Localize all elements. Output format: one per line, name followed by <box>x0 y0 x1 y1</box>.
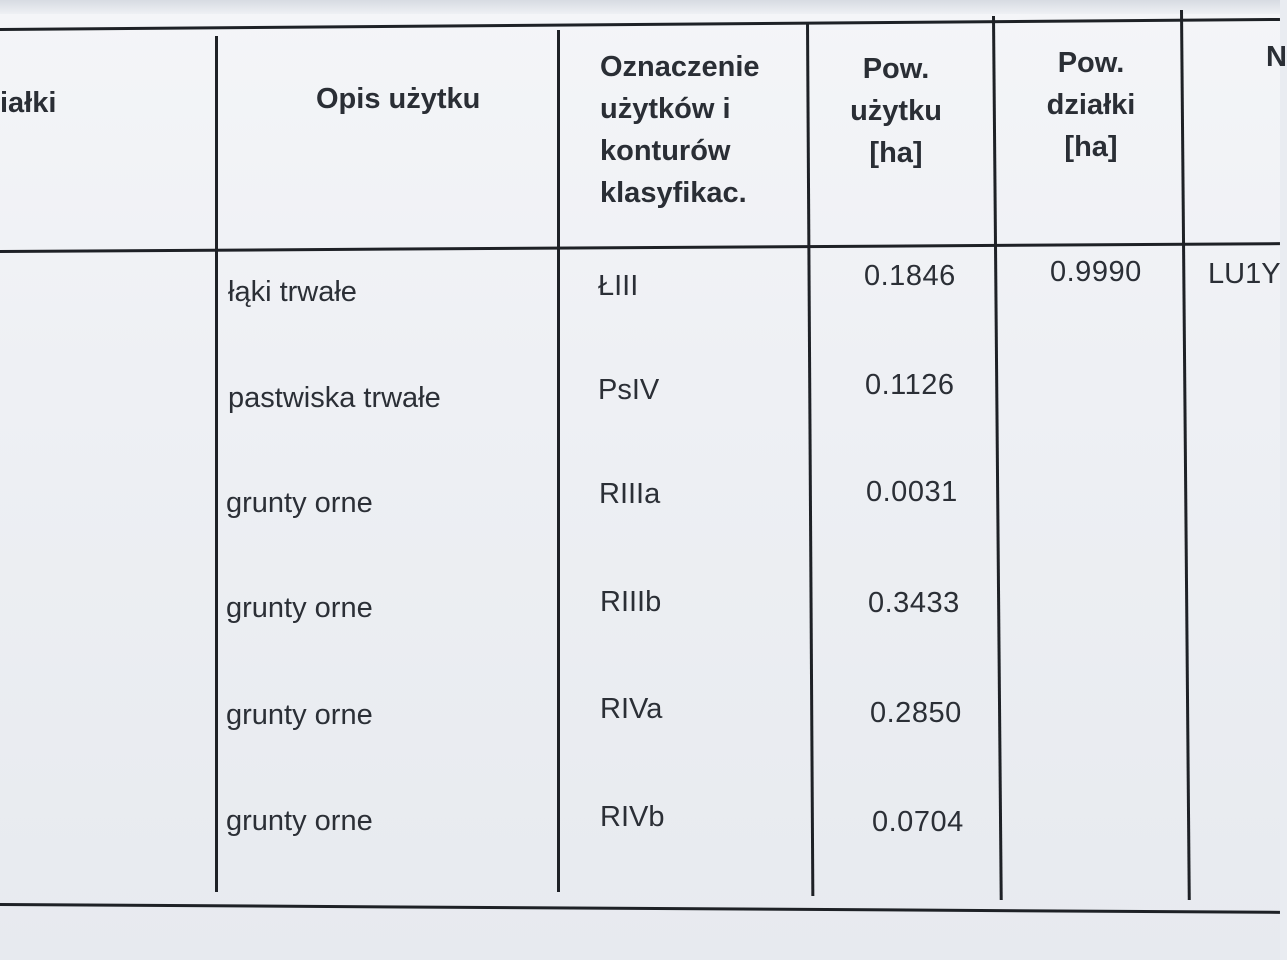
table-row-3-pow-uzytku: 0.0031 <box>866 476 958 508</box>
table-row-1-opis: łąki trwałe <box>228 276 357 308</box>
col-divider-1 <box>215 36 218 892</box>
table-row-4-pow-uzytku: 0.3433 <box>868 587 960 619</box>
header-bottom-border <box>0 242 1280 253</box>
table-row-1-oznaczenie: ŁIII <box>598 270 639 302</box>
table-row-5-opis: grunty orne <box>226 699 373 731</box>
header-oznaczenie: Oznaczenie użytków i konturów klasyfikac. <box>600 51 760 209</box>
col-divider-5 <box>1180 10 1191 900</box>
table-row-4-opis: grunty orne <box>226 592 373 624</box>
table-row-2-pow-uzytku: 0.1126 <box>865 369 955 401</box>
col-divider-3 <box>806 22 814 896</box>
table-row-3-oznaczenie: RIIIa <box>599 478 661 510</box>
header-pow-uzytku: Pow. użytku [ha] <box>850 53 942 169</box>
table-row-6-oznaczenie: RIVb <box>600 801 665 833</box>
pow-dzialki-value: 0.9990 <box>1050 256 1142 288</box>
table-row-4-oznaczenie: RIIIb <box>600 586 662 618</box>
col-divider-4 <box>992 16 1003 900</box>
header-next-fragment: N <box>1266 41 1287 73</box>
table-row-5-oznaczenie: RIVa <box>600 693 663 725</box>
table-row-6-pow-uzytku: 0.0704 <box>872 806 964 838</box>
table-row-5-pow-uzytku: 0.2850 <box>870 697 962 729</box>
table-top-border <box>0 18 1280 31</box>
table-row-1-pow-uzytku: 0.1846 <box>864 260 956 292</box>
header-pow-dzialki: Pow. działki [ha] <box>1046 47 1136 163</box>
table-row-6-opis: grunty orne <box>226 805 373 837</box>
header-opis-uzytku: Opis użytku <box>316 83 481 115</box>
next-column-value-fragment: LU1Y <box>1208 258 1281 290</box>
table-bottom-border <box>0 903 1280 914</box>
header-parcel-fragment: iałki <box>0 87 57 119</box>
table-row-2-opis: pastwiska trwałe <box>228 382 441 414</box>
col-divider-2 <box>557 30 560 892</box>
table-row-2-oznaczenie: PsIV <box>598 374 660 406</box>
paper-edge <box>0 0 1280 14</box>
table-row-3-opis: grunty orne <box>226 487 373 519</box>
